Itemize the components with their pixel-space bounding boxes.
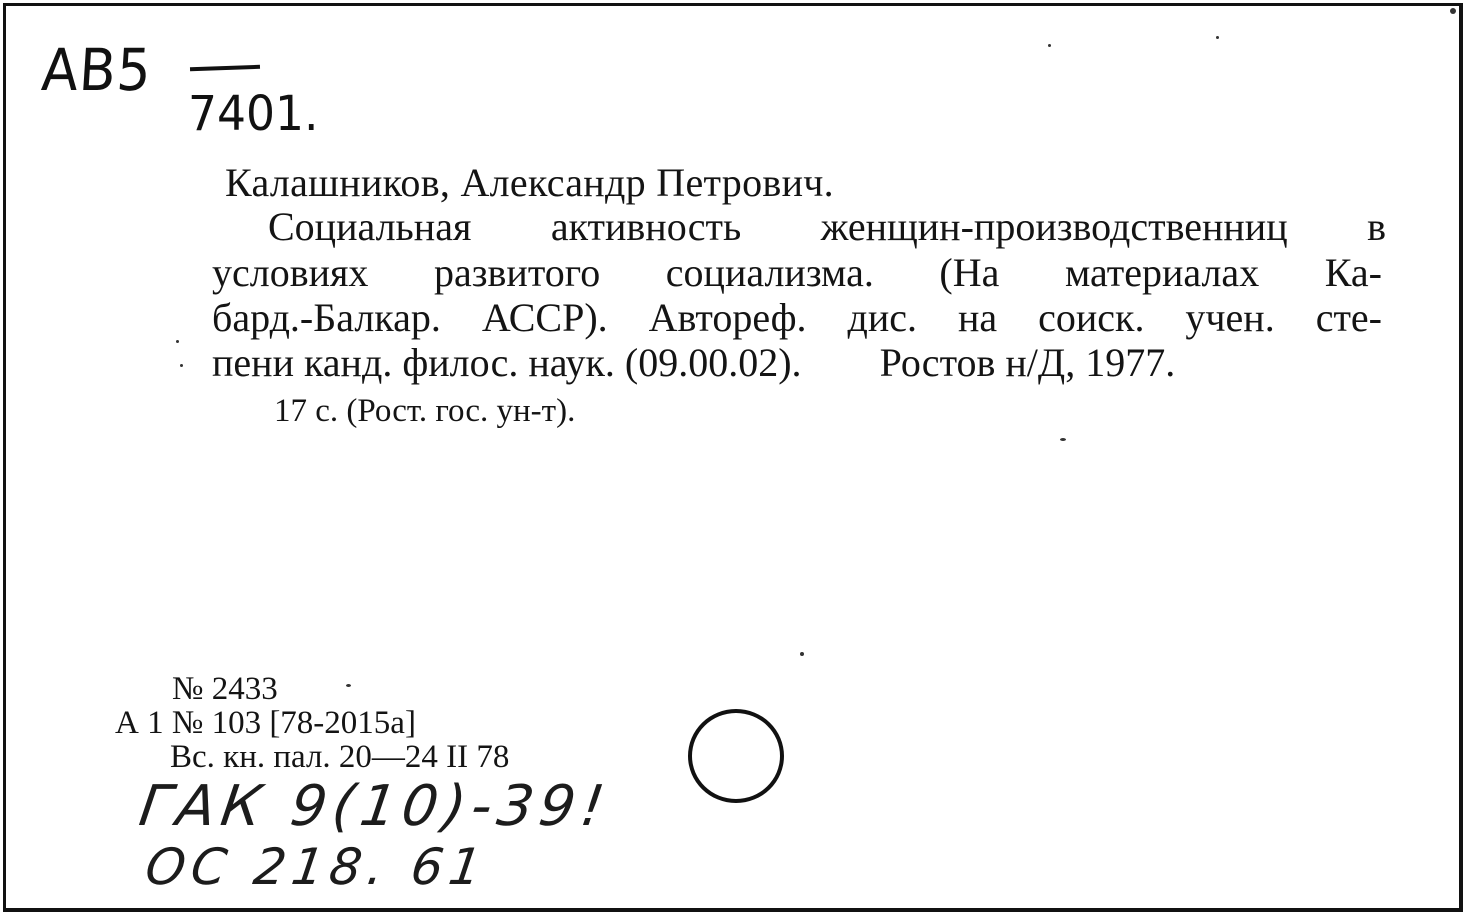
- registry-number: № 2433: [172, 671, 278, 707]
- shelfmark-top: AB5: [39, 36, 154, 104]
- speck: [1450, 8, 1456, 14]
- degree-info: пени канд. филос. наук. (09.00.02).: [212, 340, 802, 385]
- book-chamber-note: Вс. кн. пал. 20—24 II 78: [170, 739, 510, 775]
- title-line-1: Социальная активность женщин-производственниц в: [268, 204, 1386, 249]
- speck: [180, 364, 183, 367]
- circle-stamp: [688, 709, 784, 803]
- registry-code: А 1 № 103 [78-2015а]: [115, 705, 416, 741]
- title-line-2: условиях развитого социализма. (На материалах Ка-: [212, 250, 1382, 295]
- speck: [1060, 438, 1066, 441]
- author-heading: Калашников, Александр Петрович.: [225, 160, 834, 205]
- speck: [1216, 36, 1219, 39]
- imprint: Ростов н/Д, 1977.: [879, 340, 1176, 385]
- shelfmark-bottom: 7401.: [188, 86, 319, 142]
- speck: [176, 340, 179, 343]
- pagination: 17 с. (Рост. гос. ун-т).: [274, 393, 576, 429]
- title-line-3: бард.-Балкар. АССР). Автореф. дис. на соиск. учен. сте-: [212, 295, 1382, 340]
- speck: [1048, 44, 1051, 47]
- pencil-note-2: ОС 218. 61: [141, 838, 492, 896]
- title-line-4: [212, 342, 1175, 384]
- pencil-note-1: ГАК 9(10)-39!: [135, 774, 615, 839]
- speck: [800, 652, 804, 656]
- speck: [346, 684, 351, 687]
